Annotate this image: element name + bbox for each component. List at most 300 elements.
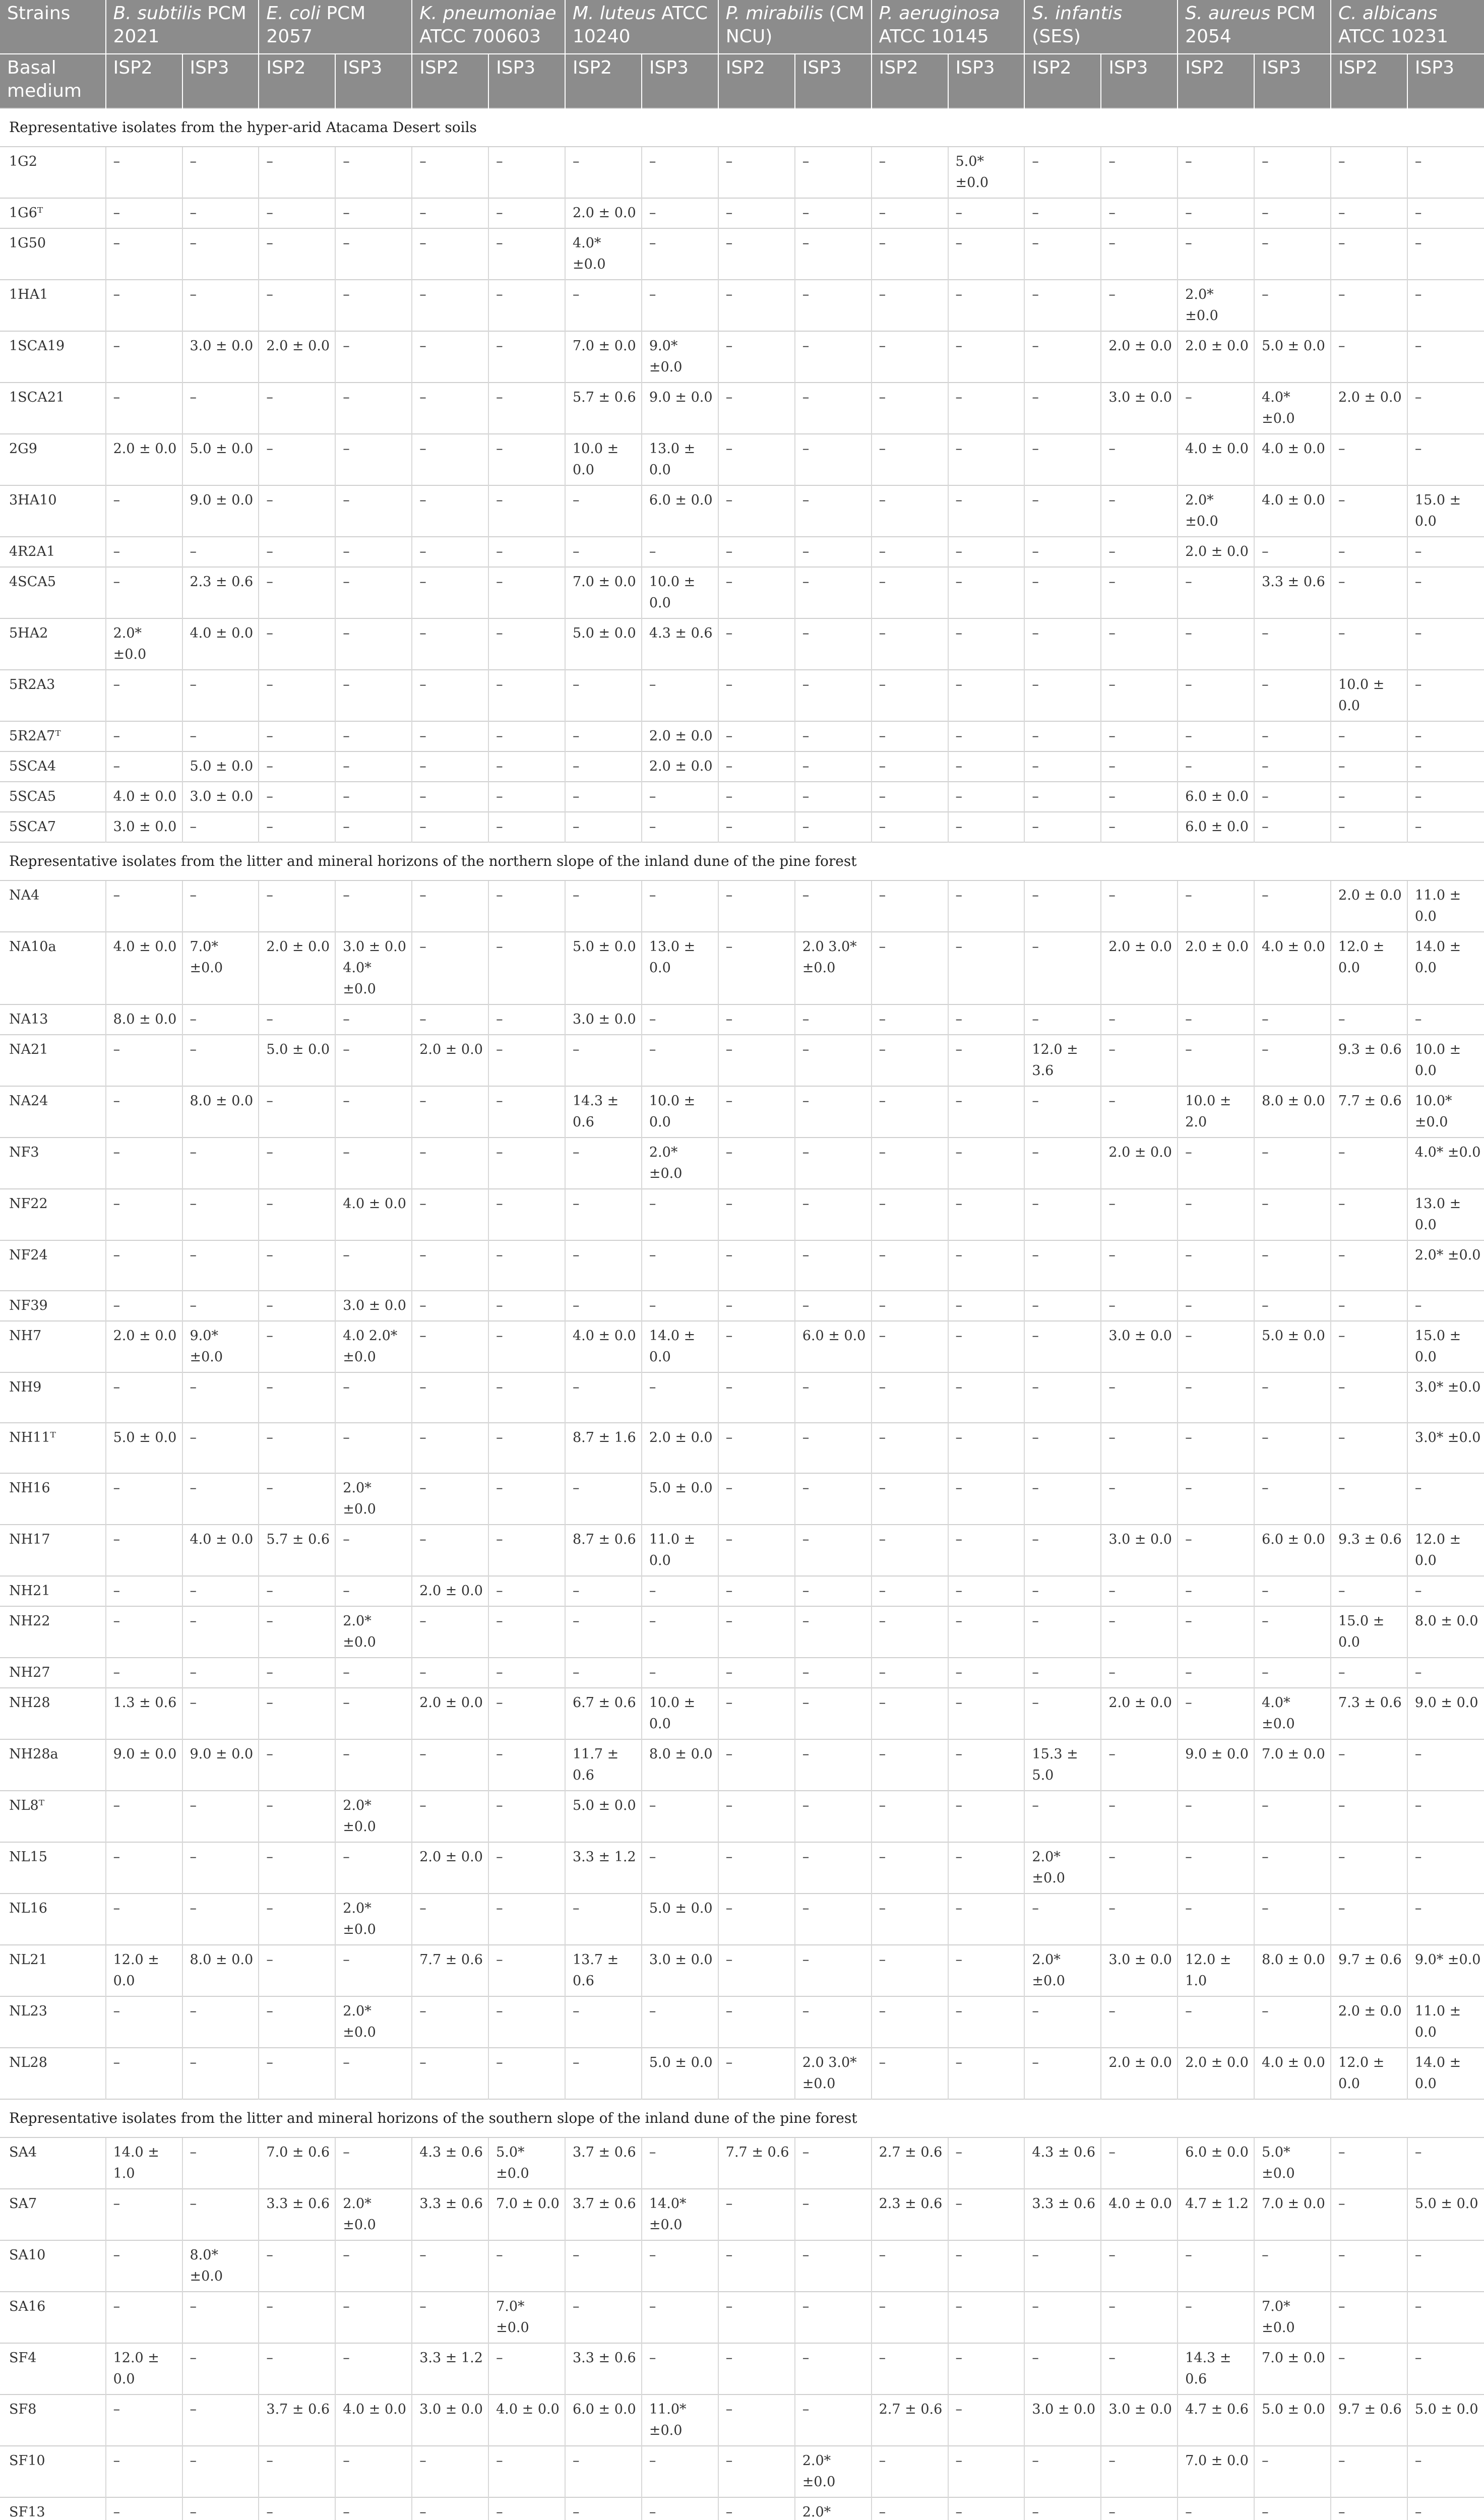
- inhibition-value-cell: 8.0* ±0.0: [182, 2240, 259, 2292]
- inhibition-value-cell: 10.0* ±0.0: [1407, 1086, 1484, 1138]
- inhibition-value-cell: –: [1407, 1894, 1484, 1945]
- inhibition-value-cell: –: [948, 1086, 1025, 1138]
- inhibition-value-cell: –: [412, 1791, 488, 1842]
- inhibition-value-cell: –: [948, 1791, 1025, 1842]
- inhibition-value-cell: –: [1024, 2240, 1101, 2292]
- inhibition-value-cell: –: [182, 1291, 259, 1321]
- inhibition-value-cell: –: [1331, 618, 1407, 670]
- inhibition-value-cell: –: [335, 537, 412, 567]
- inhibition-value-cell: 3.0 ± 0.0: [1101, 1525, 1178, 1576]
- inhibition-value-cell: –: [412, 198, 488, 228]
- organism-header: M. luteus ATCC 10240: [565, 0, 718, 54]
- inhibition-value-cell: –: [106, 567, 182, 618]
- inhibition-value-cell: –: [182, 1473, 259, 1525]
- inhibition-value-cell: 3.3 ± 1.2: [412, 2343, 488, 2395]
- inhibition-value-cell: 3.0* ±0.0: [1407, 1372, 1484, 1423]
- inhibition-value-cell: –: [872, 228, 948, 280]
- inhibition-value-cell: 4.0 ± 0.0: [1254, 434, 1331, 485]
- inhibition-value-cell: –: [488, 2240, 565, 2292]
- inhibition-value-cell: 3.0 ± 0.0: [1101, 383, 1178, 434]
- inhibition-value-cell: –: [795, 1525, 872, 1576]
- inhibition-value-cell: –: [106, 2497, 182, 2520]
- inhibition-value-cell: 2.0* ±0.0: [335, 1996, 412, 2048]
- inhibition-value-cell: –: [565, 2446, 642, 2497]
- inhibition-value-cell: –: [948, 2446, 1025, 2497]
- inhibition-value-cell: 11.0 ± 0.0: [1407, 1996, 1484, 2048]
- inhibition-value-cell: –: [488, 280, 565, 331]
- inhibition-value-cell: –: [106, 1473, 182, 1525]
- inhibition-value-cell: –: [106, 1291, 182, 1321]
- strain-name-cell: NH28: [0, 1688, 106, 1739]
- inhibition-value-cell: –: [335, 331, 412, 383]
- inhibition-value-cell: –: [642, 1791, 718, 1842]
- inhibition-value-cell: –: [412, 1138, 488, 1189]
- inhibition-value-cell: –: [259, 228, 335, 280]
- inhibition-value-cell: –: [642, 812, 718, 842]
- inhibition-value-cell: 9.0 ± 0.0: [642, 383, 718, 434]
- inhibition-value-cell: –: [1254, 537, 1331, 567]
- inhibition-value-cell: –: [795, 1189, 872, 1240]
- inhibition-value-cell: –: [1254, 280, 1331, 331]
- inhibition-value-cell: –: [718, 280, 795, 331]
- inhibition-value-cell: –: [488, 1086, 565, 1138]
- inhibition-value-cell: 4.0 ± 0.0: [106, 782, 182, 812]
- inhibition-value-cell: 4.3 ± 0.6: [1024, 2137, 1101, 2189]
- inhibition-value-cell: –: [795, 434, 872, 485]
- inhibition-value-cell: –: [488, 383, 565, 434]
- inhibition-value-cell: –: [872, 751, 948, 782]
- inhibition-value-cell: –: [948, 2497, 1025, 2520]
- inhibition-value-cell: –: [259, 1688, 335, 1739]
- inhibition-value-cell: –: [1101, 721, 1178, 751]
- inhibition-value-cell: –: [412, 2292, 488, 2343]
- inhibition-value-cell: –: [872, 567, 948, 618]
- inhibition-value-cell: 8.0 ± 0.0: [1254, 1086, 1331, 1138]
- inhibition-value-cell: 2.0 ± 0.0: [1331, 1996, 1407, 2048]
- inhibition-value-cell: –: [1407, 198, 1484, 228]
- inhibition-value-cell: –: [872, 1035, 948, 1086]
- inhibition-value-cell: –: [1407, 812, 1484, 842]
- inhibition-value-cell: –: [872, 1473, 948, 1525]
- inhibition-value-cell: –: [488, 2343, 565, 2395]
- inhibition-value-cell: 2.7 ± 0.6: [872, 2137, 948, 2189]
- strain-name-cell: NL16: [0, 1894, 106, 1945]
- inhibition-value-cell: –: [1101, 1576, 1178, 1606]
- inhibition-value-cell: 4.7 ± 1.2: [1178, 2189, 1254, 2240]
- inhibition-value-cell: –: [1331, 2497, 1407, 2520]
- strain-name-cell: NA21: [0, 1035, 106, 1086]
- inhibition-value-cell: 2.0 ± 0.0: [412, 1035, 488, 1086]
- inhibition-value-cell: 2.3 ± 0.6: [182, 567, 259, 618]
- inhibition-value-cell: 6.7 ± 0.6: [565, 1688, 642, 1739]
- inhibition-value-cell: 5.0 ± 0.0: [182, 434, 259, 485]
- inhibition-value-cell: –: [412, 1996, 488, 2048]
- inhibition-value-cell: –: [1407, 618, 1484, 670]
- inhibition-value-cell: –: [335, 1688, 412, 1739]
- inhibition-value-cell: –: [1407, 2343, 1484, 2395]
- inhibition-value-cell: 3.0 ± 0.0: [1101, 1321, 1178, 1372]
- inhibition-value-cell: –: [795, 147, 872, 198]
- inhibition-value-cell: 13.7 ± 0.6: [565, 1945, 642, 1996]
- inhibition-value-cell: 10.0 ± 0.0: [642, 1688, 718, 1739]
- inhibition-value-cell: 8.0 ± 0.0: [1407, 1606, 1484, 1658]
- table-row: [0, 1576, 1484, 1606]
- inhibition-value-cell: –: [1407, 670, 1484, 721]
- strain-name-cell: SA7: [0, 2189, 106, 2240]
- inhibition-value-cell: –: [259, 1842, 335, 1894]
- inhibition-value-cell: 2.0 ± 0.0: [1178, 932, 1254, 1004]
- inhibition-value-cell: –: [412, 751, 488, 782]
- inhibition-value-cell: –: [259, 1473, 335, 1525]
- inhibition-value-cell: 10.0 ± 0.0: [1407, 1035, 1484, 1086]
- table-row: [0, 2240, 1484, 2292]
- inhibition-value-cell: 4.0* ±0.0: [1254, 383, 1331, 434]
- inhibition-value-cell: –: [182, 2189, 259, 2240]
- inhibition-value-cell: –: [335, 228, 412, 280]
- inhibition-value-cell: –: [948, 1739, 1025, 1791]
- table-row: [0, 2497, 1484, 2520]
- inhibition-value-cell: –: [1101, 1004, 1178, 1035]
- inhibition-value-cell: 5.0 ± 0.0: [182, 751, 259, 782]
- medium-isp3-header: ISP3: [1101, 54, 1178, 108]
- inhibition-value-cell: –: [718, 485, 795, 537]
- inhibition-value-cell: 3.0 ± 0.0: [642, 1945, 718, 1996]
- inhibition-value-cell: –: [488, 228, 565, 280]
- inhibition-value-cell: –: [1407, 280, 1484, 331]
- inhibition-value-cell: –: [948, 1894, 1025, 1945]
- inhibition-value-cell: –: [1331, 2240, 1407, 2292]
- inhibition-value-cell: –: [565, 2497, 642, 2520]
- strain-name-cell: 1SCA21: [0, 383, 106, 434]
- inhibition-value-cell: –: [1178, 1138, 1254, 1189]
- inhibition-value-cell: 5.7 ± 0.6: [259, 1525, 335, 1576]
- inhibition-value-cell: –: [1178, 1423, 1254, 1473]
- inhibition-value-cell: 9.0 ± 0.0: [1178, 1739, 1254, 1791]
- inhibition-value-cell: –: [335, 670, 412, 721]
- inhibition-value-cell: –: [1101, 2497, 1178, 2520]
- inhibition-value-cell: –: [335, 618, 412, 670]
- inhibition-value-cell: –: [1024, 280, 1101, 331]
- strain-name-cell: 4SCA5: [0, 567, 106, 618]
- inhibition-value-cell: –: [1331, 1658, 1407, 1688]
- inhibition-value-cell: –: [106, 2189, 182, 2240]
- inhibition-value-cell: –: [795, 1576, 872, 1606]
- inhibition-value-cell: 2.0*: [795, 2497, 872, 2520]
- inhibition-value-cell: –: [106, 1842, 182, 1894]
- inhibition-value-cell: –: [1254, 721, 1331, 751]
- inhibition-value-cell: –: [488, 1423, 565, 1473]
- inhibition-value-cell: 7.0 ± 0.6: [259, 2137, 335, 2189]
- inhibition-value-cell: –: [335, 2048, 412, 2099]
- inhibition-value-cell: –: [1254, 751, 1331, 782]
- inhibition-value-cell: –: [182, 198, 259, 228]
- inhibition-value-cell: –: [872, 812, 948, 842]
- inhibition-value-cell: –: [795, 1423, 872, 1473]
- inhibition-value-cell: 2.0 ± 0.0: [1331, 383, 1407, 434]
- inhibition-value-cell: –: [1407, 1842, 1484, 1894]
- inhibition-value-cell: –: [948, 280, 1025, 331]
- inhibition-value-cell: –: [948, 1004, 1025, 1035]
- inhibition-value-cell: –: [872, 383, 948, 434]
- inhibition-value-cell: 5.0 ± 0.0: [642, 1894, 718, 1945]
- inhibition-value-cell: –: [488, 1658, 565, 1688]
- strain-name-cell: NA24: [0, 1086, 106, 1138]
- inhibition-value-cell: –: [412, 434, 488, 485]
- inhibition-value-cell: –: [259, 1606, 335, 1658]
- table-row: [0, 1658, 1484, 1688]
- inhibition-value-cell: 9.0* ±0.0: [1407, 1945, 1484, 1996]
- inhibition-value-cell: –: [412, 1372, 488, 1423]
- inhibition-value-cell: –: [872, 1372, 948, 1423]
- inhibition-value-cell: –: [335, 280, 412, 331]
- medium-isp3-header: ISP3: [1254, 54, 1331, 108]
- inhibition-value-cell: –: [795, 1372, 872, 1423]
- inhibition-value-cell: –: [1178, 228, 1254, 280]
- inhibition-value-cell: –: [335, 2292, 412, 2343]
- inhibition-value-cell: –: [259, 1658, 335, 1688]
- strain-name-cell: NH28a: [0, 1739, 106, 1791]
- inhibition-value-cell: –: [412, 932, 488, 1004]
- inhibition-value-cell: –: [182, 1372, 259, 1423]
- inhibition-value-cell: –: [335, 2240, 412, 2292]
- medium-isp3-header: ISP3: [1407, 54, 1484, 108]
- inhibition-value-cell: –: [412, 228, 488, 280]
- inhibition-value-cell: –: [872, 1291, 948, 1321]
- inhibition-value-cell: –: [1024, 228, 1101, 280]
- inhibition-value-cell: 4.0 ± 0.0: [1254, 485, 1331, 537]
- organism-header: K. pneumoniae ATCC 700603: [412, 0, 565, 54]
- table-row: [0, 2292, 1484, 2343]
- inhibition-value-cell: –: [1178, 1321, 1254, 1372]
- inhibition-value-cell: –: [872, 1189, 948, 1240]
- inhibition-value-cell: –: [1024, 1189, 1101, 1240]
- organism-header: P. mirabilis (CM NCU): [718, 0, 872, 54]
- inhibition-value-cell: –: [1101, 670, 1178, 721]
- inhibition-value-cell: –: [106, 1372, 182, 1423]
- inhibition-value-cell: –: [1024, 782, 1101, 812]
- inhibition-value-cell: –: [948, 782, 1025, 812]
- inhibition-value-cell: –: [1101, 2292, 1178, 2343]
- inhibition-value-cell: –: [412, 1525, 488, 1576]
- inhibition-value-cell: –: [1178, 1240, 1254, 1291]
- inhibition-value-cell: –: [795, 1996, 872, 2048]
- inhibition-value-cell: –: [642, 1606, 718, 1658]
- inhibition-value-cell: –: [642, 1291, 718, 1321]
- inhibition-value-cell: –: [718, 670, 795, 721]
- inhibition-value-cell: –: [948, 2137, 1025, 2189]
- table-row: [0, 721, 1484, 751]
- inhibition-value-cell: –: [106, 228, 182, 280]
- inhibition-value-cell: –: [1407, 537, 1484, 567]
- inhibition-value-cell: –: [565, 2292, 642, 2343]
- inhibition-value-cell: 8.0 ± 0.0: [182, 1945, 259, 1996]
- inhibition-value-cell: –: [948, 2292, 1025, 2343]
- inhibition-value-cell: –: [106, 880, 182, 932]
- inhibition-value-cell: –: [1024, 434, 1101, 485]
- inhibition-value-cell: 3.0 ± 0.0: [335, 1291, 412, 1321]
- inhibition-value-cell: –: [1024, 2292, 1101, 2343]
- inhibition-value-cell: –: [1178, 670, 1254, 721]
- table-row: [0, 1525, 1484, 1576]
- inhibition-value-cell: –: [488, 880, 565, 932]
- inhibition-value-cell: –: [106, 485, 182, 537]
- inhibition-value-cell: 2.0 ± 0.0: [1178, 331, 1254, 383]
- inhibition-value-cell: –: [488, 1576, 565, 1606]
- inhibition-value-cell: –: [488, 2497, 565, 2520]
- inhibition-value-cell: 7.0* ±0.0: [182, 932, 259, 1004]
- inhibition-value-cell: –: [565, 721, 642, 751]
- strain-name-cell: 5SCA4: [0, 751, 106, 782]
- inhibition-value-cell: –: [795, 1945, 872, 1996]
- inhibition-value-cell: –: [335, 1576, 412, 1606]
- inhibition-value-cell: –: [642, 1842, 718, 1894]
- medium-isp2-header: ISP2: [412, 54, 488, 108]
- inhibition-value-cell: –: [259, 751, 335, 782]
- inhibition-value-cell: –: [1331, 2343, 1407, 2395]
- table-row: [0, 1842, 1484, 1894]
- table-row: [0, 2395, 1484, 2446]
- inhibition-value-cell: –: [795, 2343, 872, 2395]
- inhibition-value-cell: 9.0 ± 0.0: [182, 485, 259, 537]
- inhibition-value-cell: –: [335, 1004, 412, 1035]
- medium-isp3-header: ISP3: [488, 54, 565, 108]
- inhibition-value-cell: 4.0 ± 0.0: [1254, 932, 1331, 1004]
- inhibition-value-cell: –: [565, 751, 642, 782]
- inhibition-value-cell: –: [1024, 1894, 1101, 1945]
- inhibition-value-cell: –: [182, 2137, 259, 2189]
- inhibition-value-cell: 5.0 ± 0.0: [565, 618, 642, 670]
- inhibition-value-cell: –: [1101, 485, 1178, 537]
- inhibition-value-cell: –: [1407, 2292, 1484, 2343]
- table-row: [0, 618, 1484, 670]
- inhibition-value-cell: –: [1331, 1372, 1407, 1423]
- inhibition-value-cell: –: [948, 2189, 1025, 2240]
- inhibition-value-cell: –: [1178, 198, 1254, 228]
- inhibition-value-cell: –: [106, 670, 182, 721]
- inhibition-value-cell: –: [948, 198, 1025, 228]
- inhibition-value-cell: –: [106, 751, 182, 782]
- inhibition-value-cell: –: [488, 1372, 565, 1423]
- inhibition-value-cell: –: [182, 1576, 259, 1606]
- inhibition-value-cell: –: [948, 670, 1025, 721]
- inhibition-value-cell: –: [412, 1240, 488, 1291]
- inhibition-value-cell: –: [1407, 331, 1484, 383]
- inhibition-value-cell: –: [259, 1372, 335, 1423]
- strain-name-cell: SF4: [0, 2343, 106, 2395]
- inhibition-value-cell: –: [412, 1606, 488, 1658]
- inhibition-value-cell: 15.0 ± 0.0: [1407, 1321, 1484, 1372]
- inhibition-value-cell: –: [872, 721, 948, 751]
- inhibition-value-cell: –: [642, 2240, 718, 2292]
- inhibition-value-cell: –: [718, 1004, 795, 1035]
- inhibition-value-cell: –: [1101, 280, 1178, 331]
- inhibition-value-cell: –: [259, 567, 335, 618]
- inhibition-value-cell: –: [1024, 537, 1101, 567]
- inhibition-value-cell: –: [565, 1658, 642, 1688]
- inhibition-value-cell: –: [488, 434, 565, 485]
- inhibition-value-cell: –: [182, 1658, 259, 1688]
- inhibition-value-cell: 7.7 ± 0.6: [718, 2137, 795, 2189]
- inhibition-value-cell: –: [565, 2240, 642, 2292]
- inhibition-value-cell: –: [106, 2395, 182, 2446]
- inhibition-value-cell: –: [1178, 567, 1254, 618]
- strain-name-cell: NF24: [0, 1240, 106, 1291]
- inhibition-value-cell: –: [948, 618, 1025, 670]
- inhibition-value-cell: –: [1024, 618, 1101, 670]
- inhibition-value-cell: –: [335, 2497, 412, 2520]
- inhibition-value-cell: –: [1254, 782, 1331, 812]
- strain-name-cell: 1G50: [0, 228, 106, 280]
- inhibition-value-cell: 2.0* ±0.0: [335, 2189, 412, 2240]
- inhibition-value-cell: –: [1407, 1739, 1484, 1791]
- inhibition-value-cell: –: [1024, 1473, 1101, 1525]
- inhibition-value-cell: –: [872, 434, 948, 485]
- medium-isp2-header: ISP2: [1331, 54, 1407, 108]
- inhibition-value-cell: 14.3 ± 0.6: [1178, 2343, 1254, 2395]
- inhibition-value-cell: –: [412, 782, 488, 812]
- inhibition-value-cell: –: [335, 2137, 412, 2189]
- medium-isp2-header: ISP2: [872, 54, 948, 108]
- inhibition-value-cell: 2.0 ± 0.0: [106, 1321, 182, 1372]
- inhibition-value-cell: –: [1178, 880, 1254, 932]
- inhibition-value-cell: –: [259, 537, 335, 567]
- inhibition-value-cell: –: [1101, 751, 1178, 782]
- inhibition-value-cell: –: [1331, 2292, 1407, 2343]
- inhibition-value-cell: –: [1101, 147, 1178, 198]
- organism-header: B. subtilis PCM 2021: [106, 0, 259, 54]
- inhibition-value-cell: –: [1331, 1321, 1407, 1372]
- inhibition-value-cell: 4.0* ±0.0: [1254, 1688, 1331, 1739]
- table-row: [0, 537, 1484, 567]
- inhibition-value-cell: –: [795, 1894, 872, 1945]
- inhibition-value-cell: –: [1024, 2446, 1101, 2497]
- inhibition-value-cell: –: [795, 2137, 872, 2189]
- inhibition-value-cell: –: [872, 1525, 948, 1576]
- inhibition-value-cell: –: [1101, 1189, 1178, 1240]
- inhibition-value-cell: –: [106, 721, 182, 751]
- inhibition-value-cell: –: [948, 331, 1025, 383]
- inhibition-value-cell: –: [1024, 721, 1101, 751]
- inhibition-value-cell: –: [795, 1791, 872, 1842]
- inhibition-value-cell: –: [1331, 1739, 1407, 1791]
- inhibition-value-cell: –: [1101, 567, 1178, 618]
- inhibition-value-cell: 7.0 ± 0.0: [1254, 2189, 1331, 2240]
- inhibition-value-cell: –: [335, 1739, 412, 1791]
- inhibition-value-cell: –: [1331, 1894, 1407, 1945]
- inhibition-value-cell: 2.0 ± 0.0: [1101, 331, 1178, 383]
- inhibition-value-cell: –: [718, 1894, 795, 1945]
- table-row: [0, 1894, 1484, 1945]
- strain-name-cell: 5HA2: [0, 618, 106, 670]
- inhibition-value-cell: –: [412, 1004, 488, 1035]
- inhibition-value-cell: 13.0 ± 0.0: [1407, 1189, 1484, 1240]
- inhibition-value-cell: 3.0 ± 0.0: [412, 2395, 488, 2446]
- strain-name-cell: NL23: [0, 1996, 106, 2048]
- inhibition-value-cell: –: [106, 2048, 182, 2099]
- medium-isp3-header: ISP3: [948, 54, 1025, 108]
- inhibition-value-cell: –: [488, 331, 565, 383]
- inhibition-value-cell: –: [1407, 434, 1484, 485]
- inhibition-value-cell: 3.0 ± 0.0: [182, 782, 259, 812]
- inhibition-value-cell: –: [1024, 1791, 1101, 1842]
- inhibition-value-cell: 7.0 ± 0.0: [565, 331, 642, 383]
- inhibition-value-cell: –: [718, 721, 795, 751]
- inhibition-value-cell: –: [948, 751, 1025, 782]
- inhibition-value-cell: –: [1178, 1035, 1254, 1086]
- inhibition-value-cell: –: [565, 147, 642, 198]
- inhibition-value-cell: 13.0 ± 0.0: [642, 434, 718, 485]
- inhibition-value-cell: 2.0 ± 0.0: [642, 751, 718, 782]
